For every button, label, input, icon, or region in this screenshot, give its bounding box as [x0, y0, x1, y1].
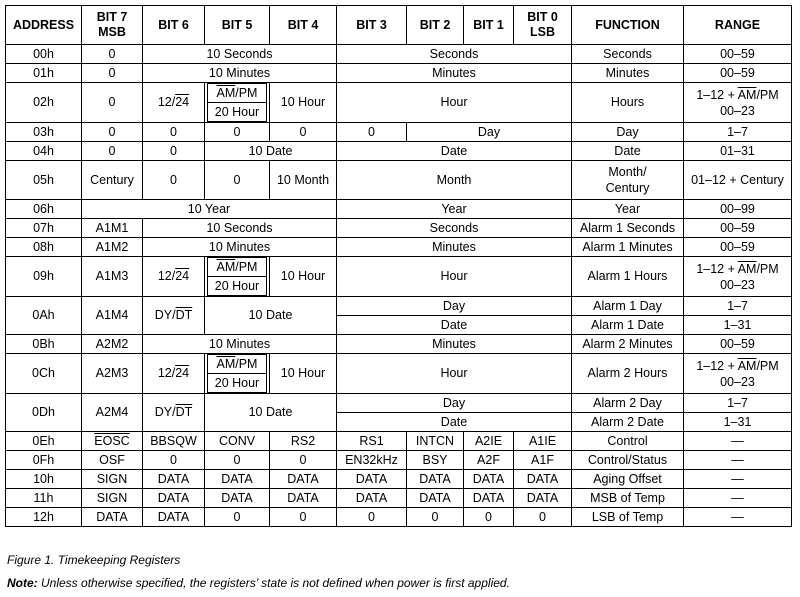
bit-cell: 0 [464, 508, 514, 527]
bit-cell: 0 [82, 64, 143, 83]
bit-field-cell: Minutes [337, 238, 572, 257]
bit-cell: A1M2 [82, 238, 143, 257]
function-cell: Alarm 1 Minutes [572, 238, 684, 257]
address-cell: 0Eh [6, 432, 82, 451]
bit-field-cell: 10 Seconds [143, 45, 337, 64]
bit-cell: SIGN [82, 470, 143, 489]
bit-cell: DATA [143, 508, 205, 527]
bit-field-cell: 10 Minutes [143, 238, 337, 257]
bit-cell: 0 [82, 123, 143, 142]
bit-cell: A2M2 [82, 335, 143, 354]
bit-cell: DATA [464, 470, 514, 489]
address-cell: 02h [6, 83, 82, 123]
bit-cell: DATA [337, 489, 407, 508]
function-cell: Control/Status [572, 451, 684, 470]
header-row [6, 6, 792, 45]
address-cell: 0Dh [6, 394, 82, 432]
function-cell: Alarm 1 Hours [572, 257, 684, 297]
bit-cell: 0 [514, 508, 572, 527]
range-cell: $1-12 + \overline{AM}/PM$ 00–23 [684, 257, 792, 297]
bit-field-cell: Hour [337, 354, 572, 394]
header-function: FUNCTION [572, 6, 684, 45]
bit-field-cell: Seconds [337, 219, 572, 238]
bit-field-cell: Day [337, 394, 572, 413]
function-cell: LSB of Temp [572, 508, 684, 527]
bit-cell: A1M3 [82, 257, 143, 297]
bit-cell: DATA [337, 470, 407, 489]
bit-cell: SIGN [82, 489, 143, 508]
header-address: ADDRESS [6, 6, 82, 45]
range-cell: 00–99 [684, 200, 792, 219]
table-row [6, 470, 792, 489]
bit-cell: BSY [407, 451, 464, 470]
table-row [6, 508, 792, 527]
address-cell: 08h [6, 238, 82, 257]
bit-field-cell: Month [337, 161, 572, 200]
range-cell: 1–31 [684, 316, 792, 335]
function-cell: Alarm 2 Hours [572, 354, 684, 394]
function-cell: Alarm 2 Date [572, 413, 684, 432]
bit-cell: DATA [143, 470, 205, 489]
table-row [6, 451, 792, 470]
bit5-split-cell: $\overline{AM}/PM$ 20 Hour [205, 354, 270, 394]
function-cell: Alarm 1 Date [572, 316, 684, 335]
header-bit1: BIT 1 [464, 6, 514, 45]
table-row [6, 123, 792, 142]
bit-cell: DATA [205, 470, 270, 489]
bit-field-cell: Minutes [337, 64, 572, 83]
range-cell: — [684, 432, 792, 451]
note-body: Unless otherwise specified, the registers’ state is not defined when power is first applied. [37, 576, 510, 590]
range-cell: — [684, 489, 792, 508]
table-row [6, 297, 792, 316]
range-cell: — [684, 508, 792, 527]
table-row [6, 354, 792, 394]
bit-cell: A2F [464, 451, 514, 470]
function-cell: Year [572, 200, 684, 219]
bit-cell: RS2 [270, 432, 337, 451]
bit-cell: A2M3 [82, 354, 143, 394]
header-bit7: BIT 7 MSB [82, 6, 143, 45]
address-cell: 11h [6, 489, 82, 508]
bit-cell: OSF [82, 451, 143, 470]
note-label: Note: [7, 576, 38, 590]
bit-cell: 0 [143, 123, 205, 142]
bit-field-cell: Minutes [337, 335, 572, 354]
function-cell: Alarm 1 Seconds [572, 219, 684, 238]
range-cell: 01–31 [684, 142, 792, 161]
bit-cell: 0 [407, 508, 464, 527]
bit-field-cell: Date [337, 316, 572, 335]
header-bit4: BIT 4 [270, 6, 337, 45]
bit-cell: RS1 [337, 432, 407, 451]
function-cell: Seconds [572, 45, 684, 64]
header-bit5: BIT 5 [205, 6, 270, 45]
bit-field-cell: 10 Minutes [143, 335, 337, 354]
bit-cell: INTCN [407, 432, 464, 451]
bit-field-cell: Year [337, 200, 572, 219]
bit-cell: 0 [205, 451, 270, 470]
bit-cell: A1IE [514, 432, 572, 451]
bit-cell: 0 [143, 142, 205, 161]
bit5-split-cell: $\overline{AM}/PM$ 20 Hour [205, 257, 270, 297]
bit-cell: $DY/\overline{DT}$ [143, 394, 205, 432]
bit-cell: DATA [270, 470, 337, 489]
bit-field-cell: Hour [337, 257, 572, 297]
header-bit0: BIT 0 LSB [514, 6, 572, 45]
bit-cell: BBSQW [143, 432, 205, 451]
bit-field-cell: 10 Year [82, 200, 337, 219]
bit-field-cell: Date [337, 142, 572, 161]
bit-cell: Century [82, 161, 143, 200]
address-cell: 07h [6, 219, 82, 238]
address-cell: 06h [6, 200, 82, 219]
table-row [6, 394, 792, 413]
range-cell: 01–12 + Century [684, 161, 792, 200]
range-cell: 1–7 [684, 123, 792, 142]
bit-cell: 0 [270, 451, 337, 470]
bit-cell: 12/24 [143, 83, 205, 123]
bit-cell: 0 [337, 123, 407, 142]
address-cell: 04h [6, 142, 82, 161]
table-row [6, 142, 792, 161]
address-cell: 09h [6, 257, 82, 297]
address-cell: 03h [6, 123, 82, 142]
bit-cell: EOSC [82, 432, 143, 451]
function-cell: Aging Offset [572, 470, 684, 489]
address-cell: 10h [6, 470, 82, 489]
bit-cell: 0 [143, 451, 205, 470]
bit-cell: 0 [82, 142, 143, 161]
note-text [7, 576, 510, 590]
bit-cell: A1M1 [82, 219, 143, 238]
bit-cell: DATA [270, 489, 337, 508]
bit-cell: $DY/\overline{DT}$ [143, 297, 205, 335]
range-cell: $1-12 + \overline{AM}/PM$ 00–23 [684, 354, 792, 394]
range-cell: 1–7 [684, 394, 792, 413]
table-row [6, 64, 792, 83]
range-cell: 1–7 [684, 297, 792, 316]
bit-cell: DATA [82, 508, 143, 527]
bit5-split-cell: $\overline{AM}/PM$ 20 Hour [205, 83, 270, 123]
bit-field-cell: Day [407, 123, 572, 142]
bit-cell: DATA [514, 489, 572, 508]
bit-cell: 10 Hour [270, 354, 337, 394]
bit-cell: A1F [514, 451, 572, 470]
table-row [6, 238, 792, 257]
function-cell: Control [572, 432, 684, 451]
function-cell: Month/ Century [572, 161, 684, 200]
bit-cell: 0 [143, 161, 205, 200]
bit-cell: DATA [514, 470, 572, 489]
bit-cell: 0 [205, 161, 270, 200]
bit-field-cell: Day [337, 297, 572, 316]
table-row [6, 257, 792, 297]
bit-cell: 12/24 [143, 354, 205, 394]
function-cell: Date [572, 142, 684, 161]
bit-cell: 0 [82, 45, 143, 64]
bit-field-cell: Date [337, 413, 572, 432]
bit-cell: 0 [270, 123, 337, 142]
bit-cell: 12/24 [143, 257, 205, 297]
address-cell: 12h [6, 508, 82, 527]
bit-cell: 0 [205, 508, 270, 527]
bit-cell: DATA [143, 489, 205, 508]
table-row [6, 45, 792, 64]
bit-cell: A1M4 [82, 297, 143, 335]
bit-cell: 0 [82, 83, 143, 123]
function-cell: Alarm 2 Minutes [572, 335, 684, 354]
bit-field-cell: Seconds [337, 45, 572, 64]
address-cell: 0Bh [6, 335, 82, 354]
address-cell: 0Fh [6, 451, 82, 470]
table-row [6, 335, 792, 354]
bit-field-cell: Hour [337, 83, 572, 123]
range-cell: — [684, 470, 792, 489]
bit-cell: A2M4 [82, 394, 143, 432]
bit-field-cell: 10 Date [205, 394, 337, 432]
header-range: RANGE [684, 6, 792, 45]
header-bit6: BIT 6 [143, 6, 205, 45]
bit-cell: 0 [270, 508, 337, 527]
address-cell: 00h [6, 45, 82, 64]
table-row [6, 219, 792, 238]
table-row [6, 200, 792, 219]
bit-cell: 0 [337, 508, 407, 527]
bit-cell: DATA [407, 470, 464, 489]
table-row [6, 161, 792, 200]
bit-cell: A2IE [464, 432, 514, 451]
range-cell: $1-12 + \overline{AM}/PM$ 00–23 [684, 83, 792, 123]
range-cell: 00–59 [684, 45, 792, 64]
bit-cell: 10 Hour [270, 257, 337, 297]
range-cell: 00–59 [684, 219, 792, 238]
function-cell: Day [572, 123, 684, 142]
bit-field-cell: 10 Date [205, 297, 337, 335]
function-cell: Hours [572, 83, 684, 123]
address-cell: 0Ch [6, 354, 82, 394]
bit-cell: 10 Hour [270, 83, 337, 123]
header-bit3: BIT 3 [337, 6, 407, 45]
function-cell: Minutes [572, 64, 684, 83]
range-cell: 00–59 [684, 335, 792, 354]
bit-field-cell: 10 Seconds [143, 219, 337, 238]
bit-cell: EN32kHz [337, 451, 407, 470]
bit-field-cell: 10 Date [205, 142, 337, 161]
range-cell: 1–31 [684, 413, 792, 432]
header-bit2: BIT 2 [407, 6, 464, 45]
table-row [6, 489, 792, 508]
timekeeping-registers-table [5, 5, 792, 527]
table-row [6, 432, 792, 451]
bit-cell: DATA [464, 489, 514, 508]
function-cell: MSB of Temp [572, 489, 684, 508]
address-cell: 01h [6, 64, 82, 83]
function-cell: Alarm 1 Day [572, 297, 684, 316]
bit-cell: DATA [205, 489, 270, 508]
bit-cell: 0 [205, 123, 270, 142]
bit-cell: DATA [407, 489, 464, 508]
table-row [6, 83, 792, 123]
range-cell: 00–59 [684, 238, 792, 257]
range-cell: — [684, 451, 792, 470]
address-cell: 05h [6, 161, 82, 200]
figure-caption: Figure 1. Timekeeping Registers [7, 553, 181, 567]
bit-field-cell: 10 Minutes [143, 64, 337, 83]
bit-cell: 10 Month [270, 161, 337, 200]
address-cell: 0Ah [6, 297, 82, 335]
function-cell: Alarm 2 Day [572, 394, 684, 413]
bit-cell: CONV [205, 432, 270, 451]
range-cell: 00–59 [684, 64, 792, 83]
